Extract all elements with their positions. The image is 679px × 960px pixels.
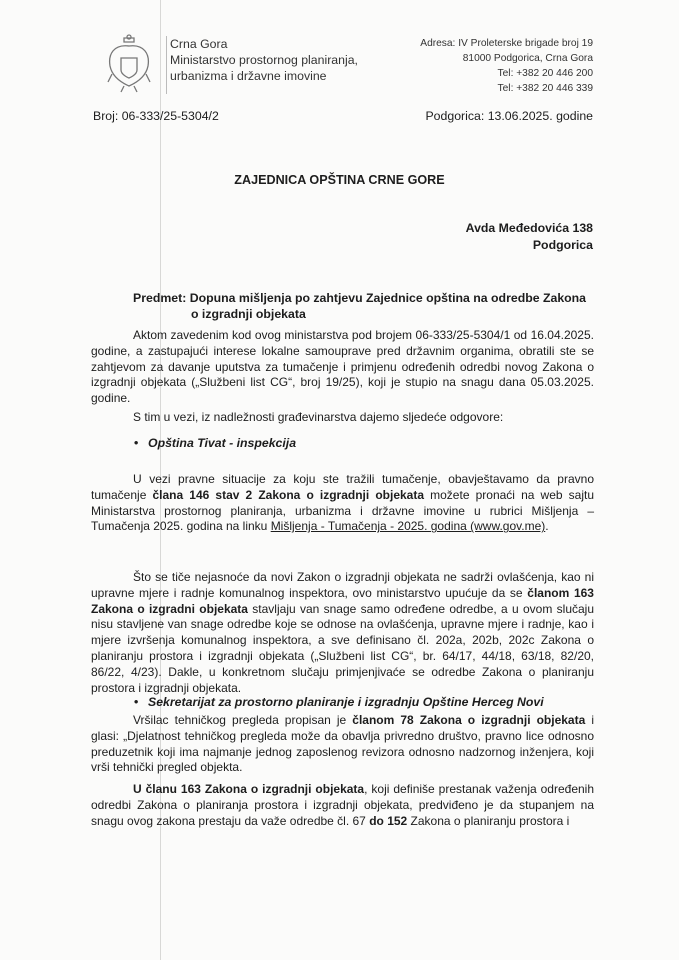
- text-segment: S tim u vezi, iz nadležnosti građevinarstva dajemo sljedeće odgovore:: [133, 410, 504, 424]
- paragraph-intro: [91, 328, 594, 407]
- paragraph-herceg-novi-2: [91, 782, 594, 829]
- text-segment: možete pronaći na web sajtu Ministarstva prostornog planiranja, urbanizma i državne imovine u rubrici Mišljenja – Tumačenja 2025. godina na linku: [91, 487, 595, 534]
- bold-reference: U članu 163 Zakona o izgradnji objekata: [133, 782, 365, 796]
- paragraph-tivat-1: [91, 472, 594, 535]
- paragraph-tivat-2: [91, 570, 594, 696]
- bullet-icon: •: [134, 436, 139, 450]
- bold-reference: članom 163 Zakona o izgradni objekata: [91, 585, 594, 616]
- bullet-heading: [134, 695, 544, 709]
- bullet-icon: •: [134, 695, 139, 709]
- bold-reference: člana 146 stav 2 Zakona o izgradnji objekata: [152, 487, 425, 502]
- org-line: urbanizma i državne imovine: [170, 69, 327, 83]
- recipient-address: [466, 220, 593, 254]
- ministry-address: [420, 36, 593, 96]
- ministry-name: [170, 36, 358, 84]
- bullet-text: Sekretarijat za prostorno planiranje i izgradnju Opštine Herceg Novi: [148, 695, 544, 709]
- text-segment: , koji definiše prestanak važenja određenih odredbi Zakona o planiranja prostora i izgradnji objekata, predviđeno je da stupanjem na snagu ovog zakona prestaju da važe odredbe čl. 67: [91, 782, 595, 828]
- link-misljenja-tumacenja[interactable]: Mišljenja - Tumačenja - 2025. godina (www.gov.me): [270, 519, 546, 534]
- address-line: 81000 Podgorica, Crna Gora: [462, 53, 593, 64]
- coat-of-arms-icon: [104, 34, 154, 94]
- text-segment: .: [545, 519, 549, 534]
- header-divider: [166, 36, 167, 94]
- bullet-text: Opština Tivat - inspekcija: [148, 436, 297, 450]
- text-segment: Aktom zavedenim kod ovog ministarstva pod brojem 06-333/25-5304/1 od 16.04.2025. godine, a zastupajući interese lokalne samouprave pred državnim organima, obratili ste se zahtjevom za davanje uputstva za tumačenje i primjenu određenih odredbi novog Zakona o izgradnji objekata („Službeni list CG“, broj 19/25), koji je stupio na snagu dana 05.03.2025. godine.: [91, 328, 594, 406]
- subject: [133, 290, 598, 322]
- address-line: Adresa: IV Proleterske brigade broj 19: [420, 38, 593, 49]
- org-line: Ministarstvo prostornog planiranja,: [170, 53, 358, 67]
- document-date: Podgorica: 13.06.2025. godine: [425, 109, 593, 123]
- phone-line: Tel: +382 20 446 339: [497, 83, 593, 94]
- text-segment: i glasi: „Djelatnost tehničkog pregleda može da obavlja privredno društvo, pravno lice odnosno preduzetnik koji ima najmanje jednog zaposlenog revizora odnosno nadzornog inženjera, koji vrši tehnički pregled objekta.: [91, 713, 594, 775]
- bold-reference: članom 78 Zakona o izgradnji objekata: [352, 713, 586, 727]
- addressee-title: ZAJEDNICA OPŠTINA CRNE GORE: [234, 173, 445, 187]
- bullet-heading: [134, 436, 297, 450]
- bold-reference: do 152: [369, 813, 408, 828]
- phone-line: Tel: +382 20 446 200: [497, 68, 593, 79]
- text-segment: Zakona o planiranju prostora i: [407, 813, 570, 828]
- text-segment: stavljaju van snage samo određene odredbe, a u ovom slučaju nisu stavljene van snage odredbe koje se odnose na ovlašćenja, upravne mjere i radnje, kao i mjere izvršenja komunalnog inspektora, a sve definisano čl. 202a, 202b, 202c Zakona o planiranju prostora i izgradnji objekata („Službeni list CG“, br. 64/17, 44/18, 63/18, 82/20, 86/22, 4/23). Dakle, u konkretnom slučaju primjenjivaće se odredbe Zakona o planiranju prostora i izgradnji objekata.: [91, 601, 595, 695]
- subject-line: Predmet: Dopuna mišljenja po zahtjevu Zajednice opština na odredbe Zakona: [133, 291, 587, 305]
- paragraph-herceg-novi-1: [91, 713, 594, 776]
- reference-number: Broj: 06-333/25-5304/2: [93, 109, 219, 123]
- text-segment: Vršilac tehničkog pregleda propisan je: [133, 713, 353, 727]
- subject-line: o izgradnji objekata: [191, 307, 306, 321]
- org-line: Crna Gora: [170, 37, 228, 51]
- paragraph-answers-intro: [91, 410, 594, 426]
- recipient-street: Avda Međedovića 138: [465, 221, 593, 235]
- text-segment: U vezi pravne situacije za koju ste tražili tumačenje, obavještavamo da pravno tumačenje: [91, 472, 594, 502]
- recipient-city: Podgorica: [532, 238, 593, 252]
- text-segment: Što se tiče nejasnoće da novi Zakon o izgradnji objekata ne sadrži ovlašćenja, kao ni upravne mjere i radnje komunalnog inspektora, ovo ministarstvo upućuje da se: [91, 570, 594, 600]
